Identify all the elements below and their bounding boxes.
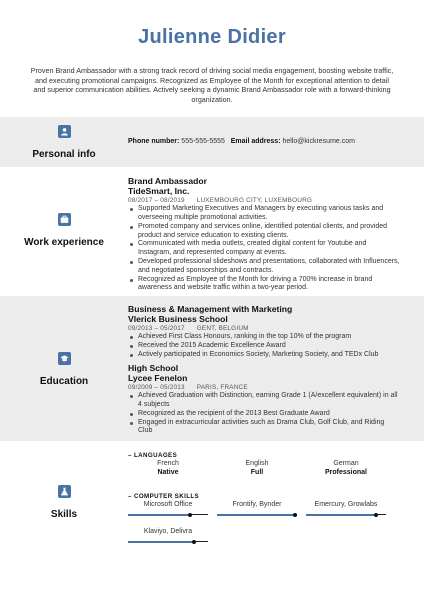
- email-label: Email address:: [230, 138, 281, 145]
- languages-heading: – LANGUAGES: [128, 452, 178, 459]
- computer-skill-name: Emercury, Growlabs: [314, 501, 378, 508]
- computer-skill-name: Klaviyo, Delivra: [143, 528, 193, 535]
- skill-level-bar: [217, 514, 297, 515]
- list-item: Achieved Graduation with Distinction, earning Grade 1 (A/excellent equivalent) in all 4 subjects: [138, 392, 400, 410]
- flask-icon: [58, 485, 71, 498]
- graduation-cap-icon: [58, 352, 71, 365]
- education-bullets: [128, 392, 400, 436]
- school-name: Lycee Fenelon: [128, 372, 188, 383]
- list-item: Received the 2015 Academic Excellence Award: [138, 342, 400, 351]
- skill-level-dot: [293, 513, 297, 517]
- language-name: German: [333, 460, 359, 467]
- contact-line: [128, 138, 400, 145]
- list-item: Promoted company and services online, identified potential clients, and provided product and service education to existing clients.: [138, 223, 400, 241]
- summary: Proven Brand Ambassador with a strong track record of driving social media engagement, boosting website traffic, and executing promotional campaigns. Recognized as Employee of the Month for exceptional attention to detail and superior communication abilities. Actively seeking a dynamic Brand Ambassador role with a forward-thinking organization.: [30, 66, 394, 104]
- language-name: English: [245, 460, 269, 467]
- skill-level-bar: [128, 514, 208, 515]
- list-item: Developed professional slideshows and presentations, collaborated with Influencers, and negotiated sponsorships and contracts.: [138, 257, 400, 274]
- language-item: [217, 459, 297, 477]
- language-item: [306, 459, 386, 477]
- computer-skill-name: Microsoft Office: [143, 501, 193, 508]
- education-meta: [128, 324, 400, 333]
- education-bullets: [128, 333, 400, 359]
- briefcase-icon: [58, 213, 71, 226]
- list-item: Communicated with media outlets, created digital content for Youtube and Instagram, and represented company at events.: [138, 240, 400, 258]
- job-meta: [128, 196, 400, 205]
- list-item: Recognized as the recipient of the 2013 Best Graduate Award: [138, 410, 400, 419]
- phone-label: Phone number:: [128, 138, 180, 145]
- education-entry: [128, 305, 400, 360]
- work-experience-section: [0, 167, 424, 296]
- language-level: Native: [157, 469, 179, 476]
- section-title-skills: Skills: [50, 509, 78, 520]
- list-item: Achieved First Class Honours, ranking in the top 10% of the program: [138, 333, 400, 342]
- job-title: Brand Ambassador: [128, 176, 207, 186]
- section-title-personal: Personal info: [32, 149, 96, 160]
- skill-level-fill: [128, 514, 190, 516]
- education-entry: [128, 364, 400, 436]
- list-item: Supported Marketing Executives and Managers by executing various tasks and overseeing multiple promotional activities.: [138, 205, 400, 223]
- language-level: Full: [250, 469, 264, 476]
- education-meta: [128, 383, 400, 392]
- section-title-education: Education: [39, 376, 89, 387]
- job-dates: 08/2017 – 08/2019: [128, 197, 185, 205]
- education-location: GENT, BELGIUM: [196, 325, 249, 333]
- degree-title: High School: [128, 363, 179, 373]
- degree-title: Business & Management with Marketing: [128, 304, 293, 314]
- skill-level-dot: [374, 513, 378, 517]
- skills-section: [0, 441, 424, 561]
- computer-skills-heading: – COMPUTER SKILLS: [128, 493, 200, 500]
- list-item: Engaged in extracurricular activities such as Drama Club, Golf Club, and Riding Club: [138, 419, 400, 437]
- skill-level-fill: [217, 514, 297, 516]
- language-level: Professional: [324, 469, 367, 476]
- language-name: French: [157, 460, 179, 467]
- user-icon: [58, 125, 71, 138]
- skill-level-dot: [188, 513, 192, 517]
- education-dates: 09/2009 – 05/2013: [128, 384, 185, 392]
- email-value: hello@kickresume.com: [282, 138, 355, 145]
- computer-skill-name: Frontify, Bynder: [232, 501, 282, 508]
- resume-name: Julienne Didier: [138, 26, 286, 48]
- skill-level-bar: [128, 541, 208, 542]
- section-title-work: Work experience: [24, 237, 104, 248]
- school-name: Vlerick Business School: [128, 313, 228, 324]
- skill-level-fill: [128, 541, 194, 543]
- job-location: LUXEMBOURG CITY, LUXEMBOURG: [196, 197, 313, 205]
- company-name: TideSmart, Inc.: [128, 185, 190, 196]
- skill-level-bar: [306, 514, 386, 515]
- job-bullets: [128, 205, 400, 293]
- personal-info-section: [0, 117, 424, 167]
- list-item: Recognized as Employee of the Month for driving a 700% increase in brand awareness and website traffic within a two-year period.: [138, 276, 400, 294]
- list-item: Actively participated in Economics Society, Marketing Society, and TEDx Club: [138, 351, 400, 360]
- skill-level-dot: [192, 540, 196, 544]
- language-item: [128, 459, 208, 477]
- education-location: PARIS, FRANCE: [196, 384, 248, 392]
- job-entry: [128, 177, 400, 293]
- phone-value: 555-555-5555: [181, 138, 225, 145]
- education-section: [0, 296, 424, 441]
- skill-level-fill: [306, 514, 376, 516]
- education-dates: 09/2013 – 05/2017: [128, 325, 185, 333]
